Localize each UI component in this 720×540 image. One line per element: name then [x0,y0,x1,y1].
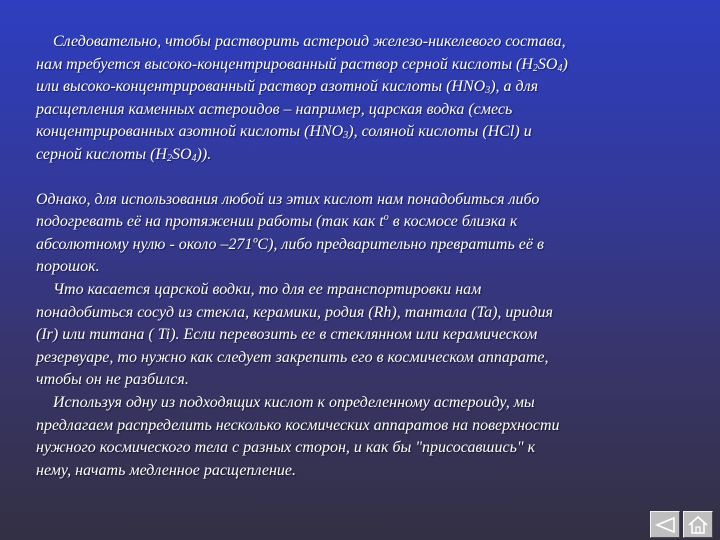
text-line: абсолютному нулю - около –271ºC), либо предварительно превратить её в [36,235,544,253]
paragraph-gap [36,167,686,189]
text-line: расщепления каменных астероидов – например, царская водка (смесь [36,100,513,118]
text-line: резервуаре, то нужно как следует закрепить его в космическом аппарате, [36,348,549,366]
back-button[interactable] [650,511,680,538]
text-line: или высоко-концентрированный раствор азотной кислоты $(HNO_3)$, а для [36,78,539,97]
text-line: чтобы он не разбился. [36,371,189,389]
paragraph-2 [36,189,686,279]
text-line: предлагаем распределить несколько космических аппаратов на поверхности [36,416,560,434]
paragraph-3 [36,279,686,392]
slide-text [36,31,686,482]
home-icon [687,515,709,535]
text-line: Однако, для использования любой из этих кислот нам понадобиться либо [36,190,540,208]
triangle-left-icon [654,516,676,534]
text-line: Что касается царской водки, то для ее транспортировки нам [53,280,482,298]
text-line: порошок. [36,258,100,276]
text-line: нужного космического тела с разных сторон, и как бы "присосавшись" к [36,439,536,457]
slide-navigation [650,511,713,538]
text-line: серной кислоты $(H_2SO_4)$). [36,145,212,164]
text-line: Следовательно, чтобы растворить астероид железо-никелевого состава, [53,33,566,50]
paragraph-1 [36,31,686,167]
paragraph-4 [36,392,686,482]
text-line: Используя одну из подходящих кислот к определенному астероиду, мы [53,393,535,411]
text-line: концентрированных азотной кислоты $(HNO_3)$, соляной кислоты (HCl) и [36,123,532,142]
text-line: нам требуется высоко-концентрированный раствор серной кислоты $(H_2SO_4)$ [36,55,568,74]
text-line: нему, начать медленное расщепление. [36,461,297,479]
text-line: понадобиться сосуд из стекла, керамики, родия (Rh), тантала (Ta), иридия [36,303,553,321]
text-line: (Ir) или титана ( Ti). Если перевозить ее в стеклянном или керамическом [36,326,538,344]
text-line: подогревать её на протяжении работы (так как $t^o$ в космосе близка к [36,212,518,231]
home-button[interactable] [683,511,713,538]
